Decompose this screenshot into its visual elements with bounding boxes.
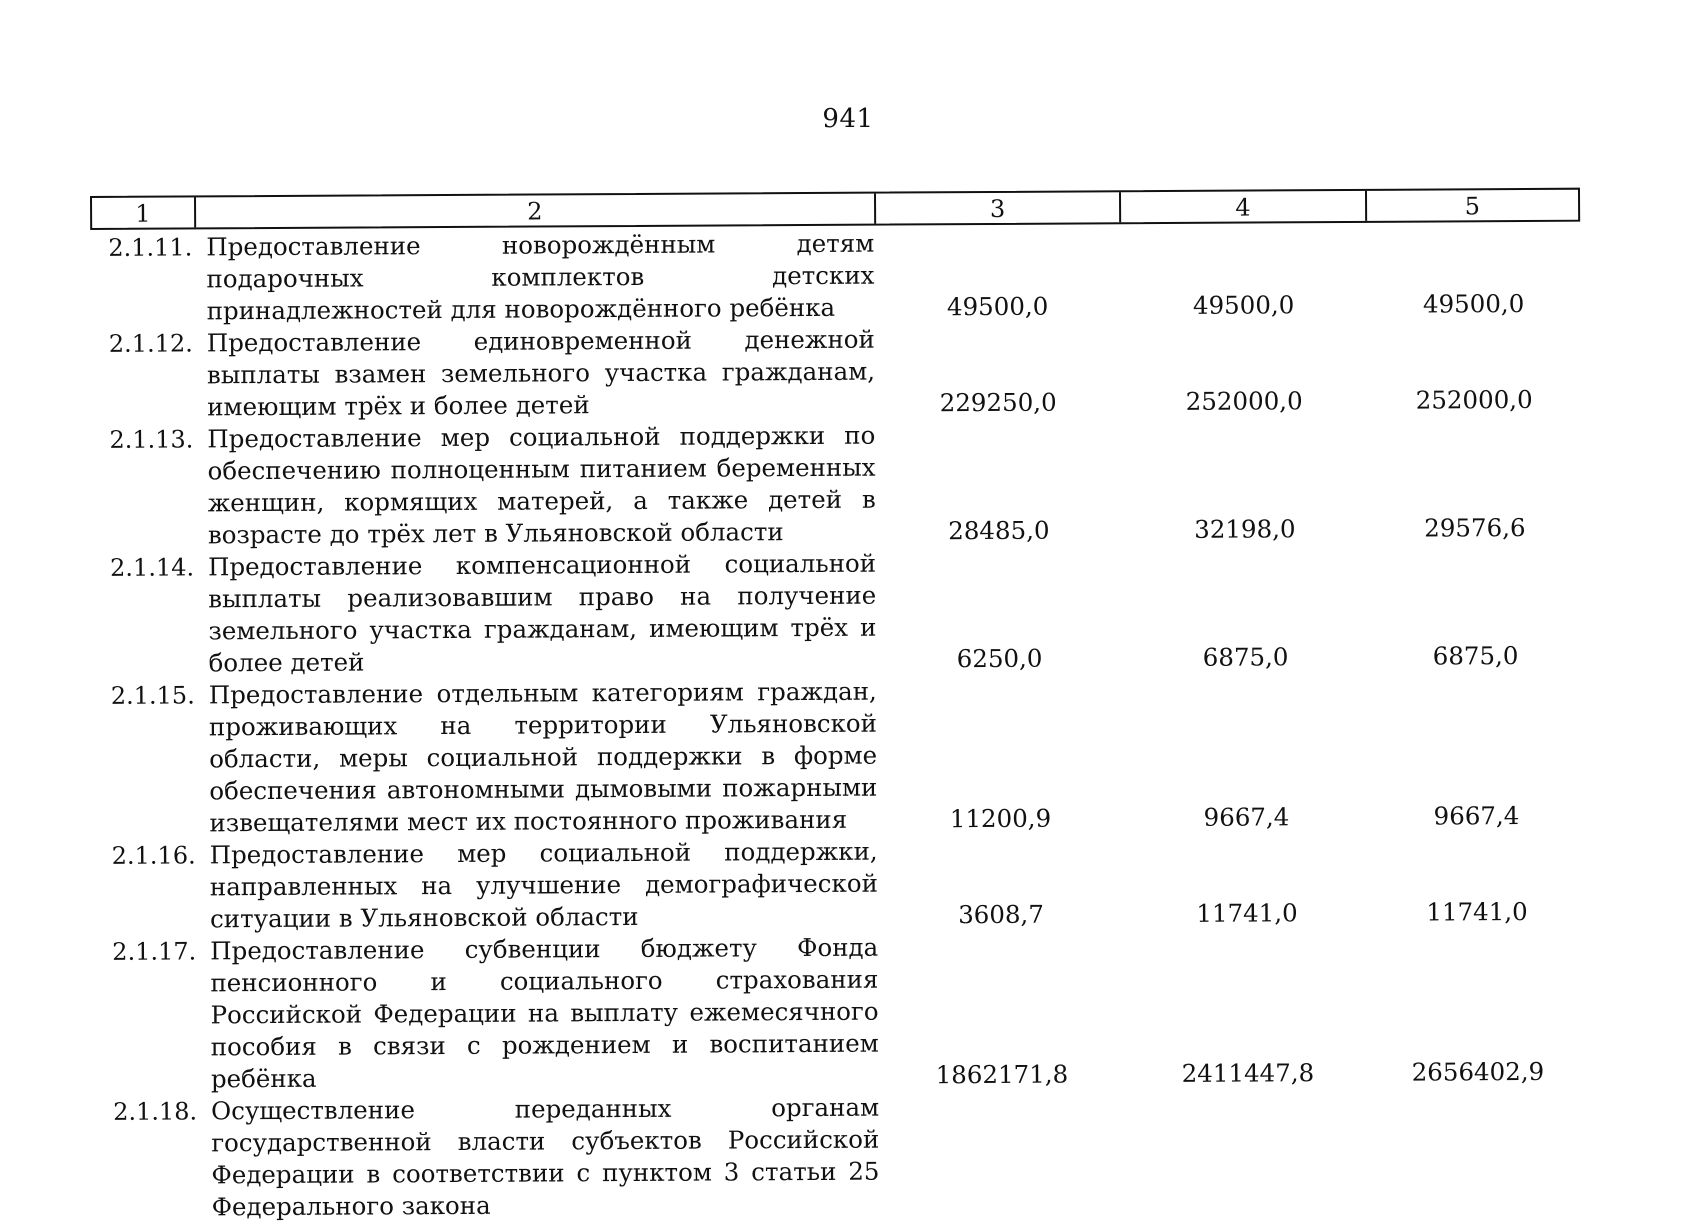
column-header-1: 1 xyxy=(135,199,151,228)
row-description: Предоставление новорождённым детям подарочных комплектов детских принадлежностей для новорождённого ребёнка xyxy=(206,228,875,326)
row-description: Предоставление мер социальной поддержки по обеспечению полноценным питанием беременных женщин, кормящих матерей, а также детей в возрасте до трёх лет в Ульяновской области xyxy=(207,420,876,550)
row-number: 2.1.11. xyxy=(108,233,193,262)
row-value-col5: 6875,0 xyxy=(1432,641,1519,671)
row-value-col3: 6250,0 xyxy=(956,643,1043,674)
row-value-col4: 6875,0 xyxy=(1202,642,1289,672)
row-number: 2.1.18. xyxy=(113,1097,198,1126)
row-number: 2.1.14. xyxy=(110,553,195,582)
row-value-col4: 2411447,8 xyxy=(1181,1058,1315,1088)
row-value-col3: 28485,0 xyxy=(948,515,1050,546)
row-value-col3 xyxy=(880,1218,1126,1219)
table-body xyxy=(90,224,1586,1224)
row-value-col5: 11741,0 xyxy=(1426,896,1528,927)
row-number: 2.1.13. xyxy=(109,425,194,454)
row-number: 2.1.15. xyxy=(110,681,195,710)
row-description: Предоставление отдельным категориям граждан, проживающих на территории Ульяновской области, меры социальной поддержки в форме обеспечения автономными дымовыми пожарными извещателями мест их постоянного проживания xyxy=(208,676,878,838)
table-header-row xyxy=(90,188,1580,230)
table-row xyxy=(91,416,1582,552)
row-value-col5 xyxy=(1372,1216,1586,1217)
table-row xyxy=(91,320,1582,424)
row-value-col4 xyxy=(1126,1217,1372,1218)
table-row xyxy=(90,224,1581,328)
row-number: 2.1.16. xyxy=(111,841,196,870)
row-value-col5: 2656402,9 xyxy=(1411,1056,1545,1087)
row-number: 2.1.12. xyxy=(108,329,193,358)
row-value-col5: 29576,6 xyxy=(1424,512,1526,543)
table-row xyxy=(93,672,1584,840)
row-value-col5: 252000,0 xyxy=(1415,384,1533,415)
table-row xyxy=(95,1088,1586,1224)
row-value-col4: 11741,0 xyxy=(1196,898,1298,928)
row-description: Предоставление субвенции бюджету Фонда пенсионного и социального страхования Российской Федерации на выплату ежемесячного пособия в связи с рождением и воспитанием ребёнка xyxy=(210,932,879,1094)
row-description: Предоставление единовременной денежной выплаты взамен земельного участка гражданам, имеющим трёх и более детей xyxy=(206,324,876,422)
row-value-col4: 49500,0 xyxy=(1192,290,1295,320)
row-value-col4: 252000,0 xyxy=(1185,386,1303,416)
table-row xyxy=(92,544,1583,680)
column-header-2: 2 xyxy=(194,194,874,228)
column-header-4: 4 xyxy=(1119,191,1365,222)
row-description: Предоставление компенсационной социальной выплаты реализовавшим право на получение земельного участка гражданам, имеющим трёх и более детей xyxy=(207,548,877,678)
row-description: Предоставление мер социальной поддержки, направленных на улучшение демографической ситуации в Ульяновской области xyxy=(209,836,878,934)
row-value-col3: 1862171,8 xyxy=(935,1059,1069,1090)
row-number: 2.1.17. xyxy=(112,937,197,966)
row-value-col5: 9667,4 xyxy=(1433,801,1520,831)
row-value-col3: 11200,9 xyxy=(949,803,1052,834)
row-value-col4: 32198,0 xyxy=(1194,514,1296,544)
row-value-col3: 3608,7 xyxy=(958,899,1044,930)
column-header-5: 5 xyxy=(1365,190,1579,221)
page-number: 941 xyxy=(822,104,874,134)
row-value-col3: 229250,0 xyxy=(939,387,1057,418)
column-header-3: 3 xyxy=(874,192,1120,223)
row-value-col5: 49500,0 xyxy=(1422,288,1525,319)
table-row xyxy=(94,928,1585,1096)
table-row xyxy=(94,832,1585,936)
budget-table xyxy=(90,188,1586,1224)
row-value-col4: 9667,4 xyxy=(1203,802,1290,832)
row-description: Осуществление переданных органам государственной власти субъектов Российской Федерации в соответствии с пунктом 3 статьи 25 Федерального закона xyxy=(211,1092,880,1222)
row-value-col3: 49500,0 xyxy=(946,291,1049,322)
